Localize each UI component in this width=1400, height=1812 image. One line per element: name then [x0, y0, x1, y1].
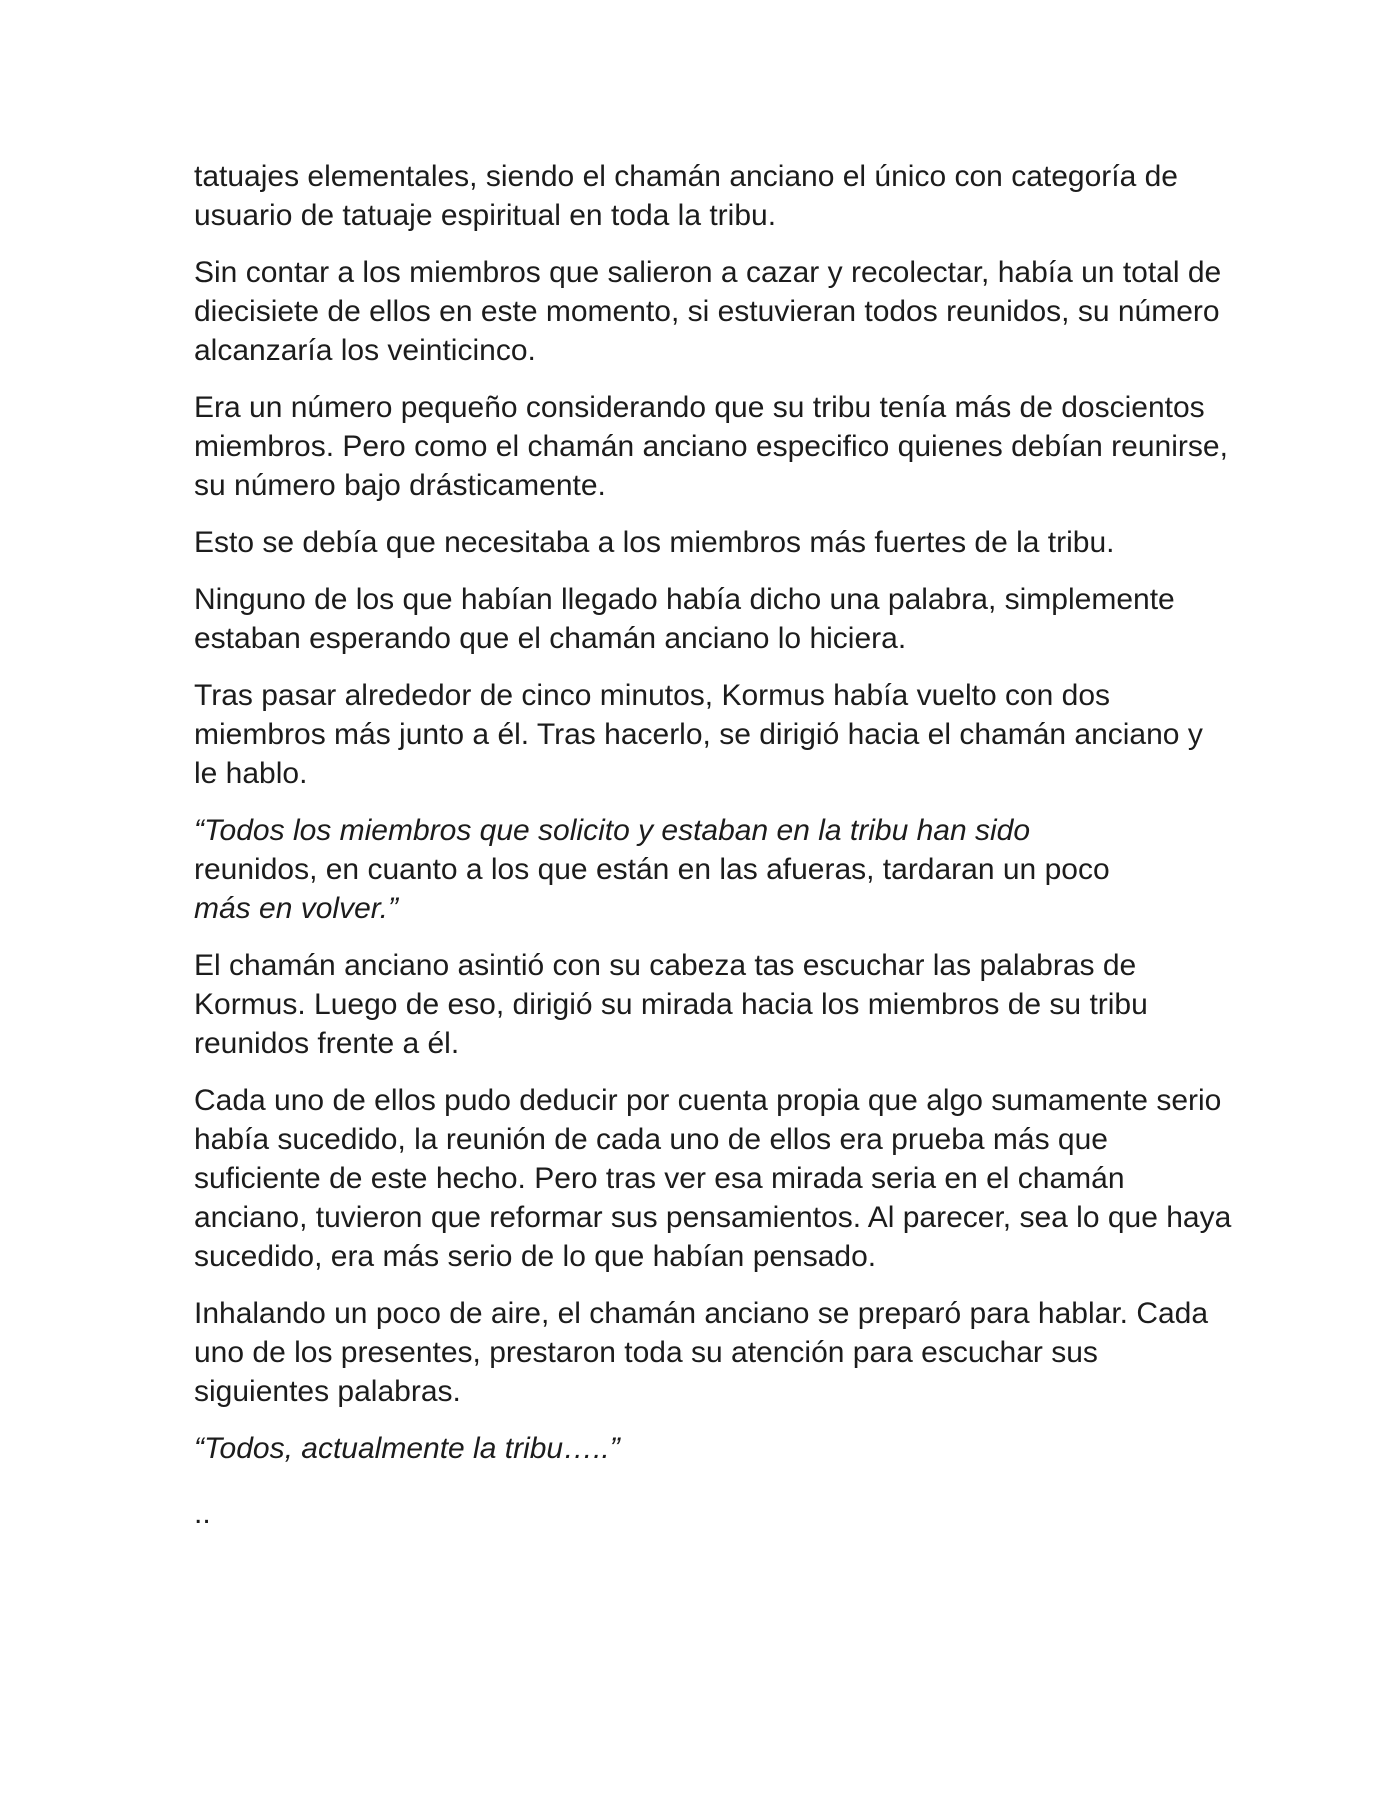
- dialogue-quote: “Todos, actualmente la tribu…..”: [194, 1432, 620, 1465]
- paragraph: Era un número pequeño considerando que su tribu tenía más de doscientos miembros. Pero como el chamán anciano especifico quienes debían reunirse, su número bajo drásticamente.: [194, 391, 1228, 502]
- quote-line-italic: “Todos los miembros que solicito y estaban en la tribu han sido: [194, 814, 1031, 847]
- paragraph: Cada uno de ellos pudo deducir por cuenta propia que algo sumamente serio había sucedido, la reunión de cada uno de ellos era prueba más que suficiente de este hecho. Pero tras ver esa mirada seria en el chamán anciano, tuvieron que reformar sus pensamientos. Al parecer, sea lo que haya sucedido, era más serio de lo que habían pensado.: [194, 1084, 1232, 1273]
- dialogue-quote: [194, 811, 1234, 928]
- paragraph: Inhalando un poco de aire, el chamán anciano se preparó para hablar. Cada uno de los presentes, prestaron toda su atención para escuchar sus siguientes palabras.: [194, 1297, 1209, 1408]
- quote-line-italic: más en volver.”: [194, 892, 398, 925]
- paragraph: tatuajes elementales, siendo el chamán anciano el único con categoría de usuario de tatuaje espiritual en toda la tribu.: [194, 160, 1178, 232]
- document-body: [194, 157, 1234, 1551]
- paragraph: El chamán anciano asintió con su cabeza tas escuchar las palabras de Kormus. Luego de eso, dirigió su mirada hacia los miembros de su tribu reunidos frente a él.: [194, 949, 1148, 1060]
- quote-line: reunidos, en cuanto a los que están en las afueras, tardaran un poco: [194, 853, 1110, 886]
- paragraph: Tras pasar alrededor de cinco minutos, Kormus había vuelto con dos miembros más junto a él. Tras hacerlo, se dirigió hacia el chamán anciano y le hablo.: [194, 679, 1203, 790]
- paragraph: Esto se debía que necesitaba a los miembros más fuertes de la tribu.: [194, 526, 1115, 559]
- paragraph: Sin contar a los miembros que salieron a cazar y recolectar, había un total de diecisiete de ellos en este momento, si estuvieran todos reunidos, su número alcanzaría los veinticinco.: [194, 256, 1222, 367]
- end-marker: ..: [194, 1497, 211, 1530]
- paragraph: Ninguno de los que habían llegado había dicho una palabra, simplemente estaban esperando que el chamán anciano lo hiciera.: [194, 583, 1175, 655]
